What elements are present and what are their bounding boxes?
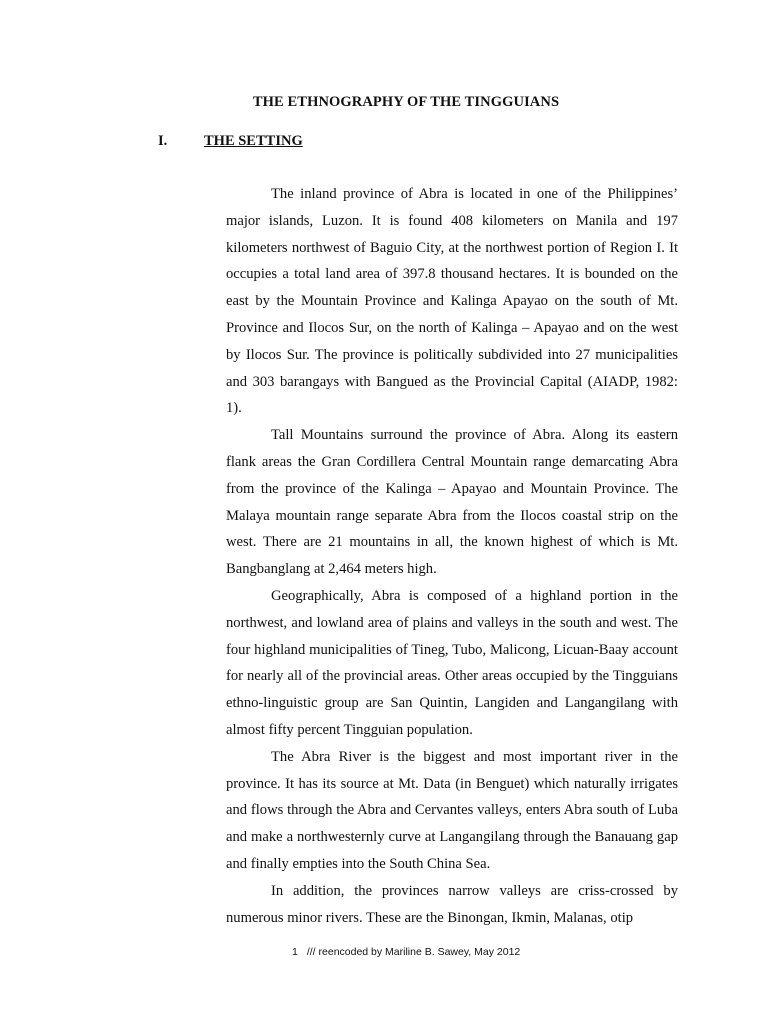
page-footer xyxy=(292,946,520,958)
paragraph-location: The inland province of Abra is located in one of the Philippines’ major islands, Luzon. It is found 408 kilometers on Manila and 197 kilometers northwest of Baguio City, at the northwest portion of Region I. It occupies a total land area of 397.8 thousand hectares. It is bounded on the east by the Mountain Province and Kalinga Apayao on the south of Mt. Province and Ilocos Sur, on the north of Kalinga – Apayao and on the west by Ilocos Sur. The province is politically subdivided into 27 municipalities and 303 barangays with Bangued as the Provincial Capital (AIADP, 1982: 1). xyxy=(226,186,678,417)
page-number: 1 xyxy=(292,946,298,958)
body-text xyxy=(226,181,678,931)
section-title: THE SETTING xyxy=(204,133,303,149)
section-heading xyxy=(158,133,303,150)
document-title: THE ETHNOGRAPHY OF THE TINGGUIANS xyxy=(252,94,560,110)
footer-note: /// reencoded by Mariline B. Sawey, May 2012 xyxy=(306,946,521,958)
paragraph-minor-rivers: In addition, the provinces narrow valleys are criss-crossed by numerous minor rivers. These are the Binongan, Ikmin, Malanas, otip xyxy=(226,882,678,926)
paragraph-geography: Geographically, Abra is composed of a highland portion in the northwest, and lowland area of plains and valleys in the south and west. The four highland municipalities of Tineg, Tubo, Malicong, Licuan-Baay account for nearly all of the provincial areas. Other areas occupied by the Tingguians ethno-linguistic group are San Quintin, Langiden and Langangilang with almost fifty percent Tingguian population. xyxy=(226,587,678,738)
paragraph-mountains: Tall Mountains surround the province of Abra. Along its eastern flank areas the Gran Cordillera Central Mountain range demarcating Abra from the province of the Kalinga – Apayao and Mountain Province. The Malaya mountain range separate Abra from the Ilocos coastal strip on the west. There are 21 mountains in all, the known highest of which is Mt. Bangbanglang at 2,464 meters high. xyxy=(226,427,678,578)
section-number: I. xyxy=(158,133,168,149)
paragraph-abra-river: The Abra River is the biggest and most important river in the province. It has its source at Mt. Data (in Benguet) which naturally irrigates and flows through the Abra and Cervantes valleys, enters Abra south of Luba and make a northwesternly curve at Langangilang through the Banauang gap and finally empties into the South China Sea. xyxy=(226,748,678,872)
